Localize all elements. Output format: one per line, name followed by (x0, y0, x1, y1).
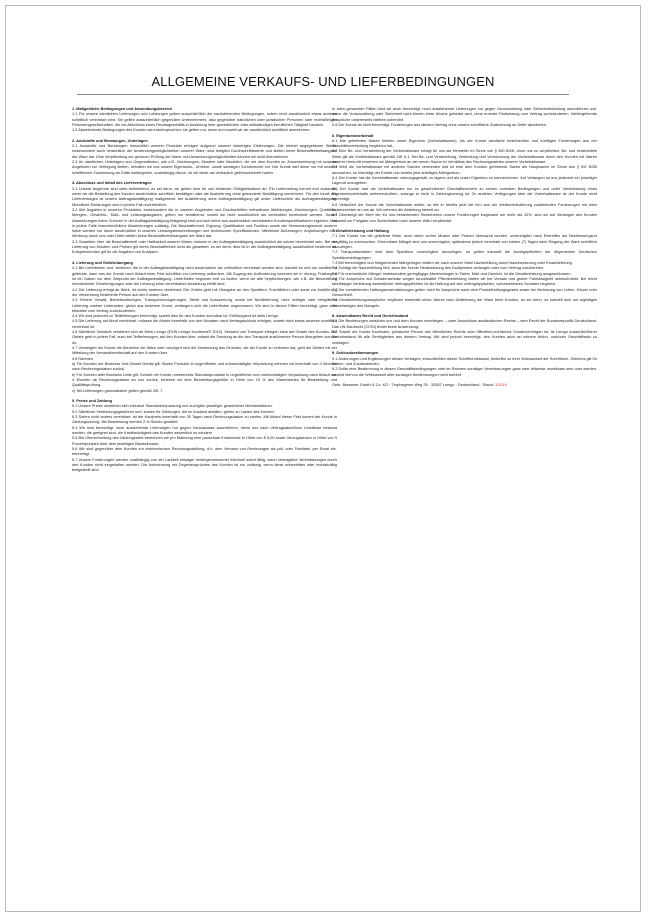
section-paragraph: 7.8 Gewährleistungsansprüche verjähren innerhalb eines Jahres nach Ablieferung der Ware beim Kunden, es sei denn, es handelt sich um arglistiges Verschweigen des Mangels. (332, 298, 597, 308)
section-paragraph: 3.2 Alle Angaben in unseren Produkten, insbesondere die in unseren Angeboten und Druckschriften enthaltenen Abbildungen, Zeichnungen, Qualitäts-, Mengen-, Gewichts-, Maß- und Leistungsangaben, gelten nur annähernd, soweit sie nicht ausdrücklich als verbindlich bezeichnet werden. Soweit Abweichungen keine Grenzen in der Auftragsbestätigung festgelegt sind und sich keine aus ausdrücklich vereinbarten Kundenspezifikationen ergeben, sind in jedem Falle branchenübliche Abweichungen zulässig. Die Beschaffenheit, Eignung, Qualifikation und Funktion sowie der Verwendungszweck unserer Ware werden nur durch ausdrücklich in unseren Leistungsbeschreibungen und technischen Spezifikationen, öffentliche Äußerungen, Anpreisungen oder Werbung durch uns oder Dritte stellen keine Beschaffenheitsangabe der Ware dar. (72, 207, 337, 239)
section-paragraph: 7.4 Schlägt die Nacherfüllung fehl, kann der Kunde Herabsetzung des Kaufpreises verlangen oder vom Vertrag zurücktreten. (332, 266, 545, 271)
right-column-sections (332, 107, 597, 378)
document-title: ALLGEMEINE VERKAUFS- UND LIEFERBEDINGUNGEN (151, 74, 495, 89)
section-paragraph: 5.7 Unsere Forderungen werden unabhängig von der Laufzeit etwaiger hereingenommener Wechsel sofort fällig, wenn vertragliche Vereinbarungen durch den Kunden nicht eingehalten werden. Die Aufrechnung mit Gegenansprüchen des Kunden ist nur zulässig, wenn diese unbestritten oder rechtskräftig festgestellt sind. (72, 457, 337, 473)
section-heading: 4. Lieferung und Gefahrübergang (72, 261, 133, 266)
section (72, 181, 337, 255)
section-paragraph: 9.2 Sollte eine Bestimmung in diesen Geschäftsbedingungen oder im Rahmen sonstiger Vereinbarungen ganz oder teilweise unwirksam sein oder werden, so wird hiervon die Wirksamkeit aller sonstigen Bestimmungen nicht berührt. (332, 367, 597, 377)
section-paragraph: 7.3 Bei berechtigten und fristgerechten Mängelrügen leisten wir nach unserer Wahl Nacherfüllung durch Nachbesserung oder Ersatzlieferung. (332, 261, 573, 266)
section-paragraph: 7.2 Transportschäden sind dem Spediteur unverzüglich anzuzeigen; es gelten insoweit die Anzeigepflichten der Allgemeinen Deutschen Spediteurbedingungen. (332, 250, 597, 260)
section-paragraph: 5.3 Sofern nicht anders vereinbart, ist der Kaufpreis innerhalb von 30 Tagen nach Rechnungsdatum zu zahlen. Mit Ablauf dieser Frist kommt der Kunde in Zahlungsverzug. Bei Bankeinzug werden 2 % Skonto gewährt: (72, 415, 337, 425)
section-paragraph: 2.1 Auskünfte und Beratungen hinsichtlich unserer Produkte erfolgen aufgrund unserer bisherigen Erfahrungen. Die hierbei angegebenen Werte, insbesondere auch hinsichtlich der Anwendungsmöglichkeiten unserer Ware, sind lediglich Durchschnittswerte und stellen keine Beschaffenheitsangabe der Ware dar. Eine Verpflichtung zur genauen Prüfung der Ware- und Anwendungsmöglichkeiten können wir nicht übernehmen. (72, 144, 337, 159)
section-paragraph: 6.2 Eine Be- und Verarbeitung der Vorbehaltsware erfolgt für uns als Hersteller im Sinne von § 950 BGB, ohne uns zu verpflichten. Be- und verarbeitete Ware gilt als Vorbehaltsware gemäß Ziff. 6.1. Bei Be- und Verarbeitung, Verbindung und Vermischung der Vorbehaltsware durch den Kunden mit Waren anderer Herkunft erwerben wir Miteigentum an der neuen Sache im Verhältnis des Rechnungswertes unserer Vorbehaltsware. (332, 149, 597, 165)
section-paragraph: 2.2 An sämtlichen Unterlagen und Gegenständen, wie z.B. Zeichnungen, Mustern oder Modellen, die wir dem Kunden im Zusammenhang mit unseren Angeboten zur Verfügung stellen, behalten wir uns unsere Eigentums-, Urheber- sowie sonstigen Schutzrechte vor. Der Kunde darf diese nur mit unserer schriftlichen Zustimmung an Dritte weitergeben, unabhängig davon, ob wir diese als vertraulich gekennzeichnet haben. (72, 160, 337, 175)
section-paragraph: 5.4 Wir sind berechtigt, noch ausstehende Lieferungen nur gegen Vorauskasse auszuführen, wenn uns nach Vertragsabschluss Umstände bekannt werden, die geeignet sind, die Kreditwürdigkeit des Kunden wesentlich zu mindern. (72, 425, 337, 435)
section-heading: 6. Eigentumsvorbehalt (332, 133, 374, 138)
section-paragraph: 6.5 Der Kunde darf die Vorbehaltsware nur im gewöhnlichen Geschäftsverkehr zu seinen normalen Bedingungen und unter Vereinbarung eines Eigentumsvorbehalts weiterveräußern, solange er nicht in Zahlungsverzug ist. Zu anderen Verfügungen über die Vorbehaltsware ist der Kunde nicht berechtigt. (332, 186, 597, 202)
section-heading: 5. Preise und Zahlung (72, 399, 112, 404)
section-paragraph: 5.8 Der Kunde ist nicht berechtigt, Forderungen aus diesem Vertrag ohne unsere schriftliche Zustimmung an Dritte abzutreten. (332, 122, 547, 127)
section-paragraph: 3.3 Garantien über die Beschaffenheit oder Haltbarkeit unserer Waren müssen in der Auftragsbestätigung ausdrücklich als solche bezeichnet sein. Bei der Lieferung von Mustern und Proben gilt deren Beschaffenheit nicht als garantiert, es sei denn, dies ist in der Auftragsbestätigung ausdrücklich bestimmt ist. Entsprechendes gilt für die Angaben von Analysen. (72, 239, 337, 255)
section-paragraph: 1.2 Abweichende Bedingungen des Kunden wird widersprochen; sie gelten nur, wenn und soweit wir sie ausdrücklich schriftlich anerkennen. (72, 128, 311, 133)
section-heading: 8. Anwendbares Recht und Gerichtsstand (332, 314, 409, 319)
section (72, 107, 337, 134)
section-heading: 2. Auskünfte und Beratungen, Unterlagen (72, 138, 148, 143)
section-paragraph: b) Für Kunden aller Business Units gilt: Schickt der Kunde unsererseits Standardprodukte in ungeöffneter und unbeschädigter Verpackung nach Ablauf von 4 Wochen ab Rechnungsdatum an uns zurück, erheben wir eine Bearbeitungsgebühr in Höhe von 15 % des Warenwertes für Bearbeitung und Qualitätsprüfung. (72, 372, 337, 388)
right-column (332, 107, 597, 388)
section-heading: 9. Schlussbestimmungen (332, 351, 379, 356)
section-paragraph: 5.5 Bei Überschreitung des Zahlungsziels berechnen wir pro Mahnung eine pauschale Kostennote in Höhe von € 5,00 sowie Verzugszinsen in Höhe von 9 Prozentpunkten über dem jeweiligen Basiszinssatz. (72, 436, 337, 446)
section-paragraph: 6.7 Übersteigt der Wert der für uns bestehenden Sicherheiten unsere Forderungen insgesamt um mehr als 10%, sind wir auf Verlangen des Kunden insoweit zur Freigabe von Sicherheiten nach unserer Wahl verpflichtet. (332, 213, 597, 223)
title-divider (77, 94, 569, 95)
section-paragraph: 1.1 Für unsere sämtlichen Lieferungen und Leistungen gelten ausschließlich die nachstehenden Bedingungen, sofern nicht ausdrücklich etwas anderes schriftlich vereinbart wird. Sie gelten ausschließlich gegenüber Unternehmern, also gegenüber natürlichen oder juristischen Personen oder rechtsfähigen Personengesellschaften, die bei Abschluss eines Rechtsgeschäfts in Ausübung ihrer gewerblichen oder selbständigen beruflichen Tätigkeit handeln. (72, 112, 337, 127)
section-paragraph: a) Für Kunden der Business Unit Kismet Dental gilt: Starke Produkte in ungeöffneter und unbeschädigter Verpackung nehmen wir innerhalb von 4 Wochen nach Rechnungsdatum zurück. (72, 361, 337, 372)
document-page (5, 5, 641, 912)
section-paragraph: 4.3 Höhere Gewalt, Betriebsstörungen, Transportverzögerungen, Streik und Aussperrung, sowie bei Nichtlieferung, nicht richtiger oder verspäteter Lieferung unserer Lieferanten, gleich aus welchem Grund, verlängern sich die Lieferfristen angemessen. Wir sind in diesen Fällen berechtigt, ganz oder teilweise vom Vertrag zurückzutreten. (72, 298, 337, 313)
footer-company: Gebr. Brasseler GmbH & Co. KG · Trophagener Weg 25 · 32657 Lemgo · Deutschland · Stand: (332, 383, 495, 388)
section-paragraph: 5.2 Sämtliche Verbindungsgebühren und -kosten für Zahlungen, die im Ausland anfallen, gehen zu Lasten des Kunden. (72, 409, 275, 414)
section-paragraph: 4.7 Verweigert der Kunde die Abnahme der Ware oder verzögert sich die Versendung aus Gründen, die der Kunde zu vertreten hat, geht die Gefahr mit der Mitteilung der Versandbereitschaft auf den Kunden über. (72, 346, 337, 356)
section-paragraph: 5.1 Unsere Preise verstehen sich inklusive Standardverpackung und zuzüglich jeweiliger gesetzlicher Mehrwertsteuer. (72, 404, 273, 409)
section-paragraph: 8.1 Die Beziehungen zwischen uns und dem Kunden unterliegen – unter Ausschluss ausländischen Rechts – dem Recht der Bundesrepublik Deutschland. Das UN-Kaufrecht (CISG) findet keine Anwendung. (332, 319, 597, 329)
footer-line (332, 383, 597, 388)
section-paragraph: 4.8 Rahmen (72, 356, 93, 361)
section (72, 139, 337, 176)
section-heading: 1. Maßgebliche Bedingungen und Anwendungsbereich (72, 107, 173, 111)
section-paragraph: 4.5 Die Lieferung auf Abruf vereinbart, müssen die Abrufe innerhalb von drei Monaten nach Vertragsschluss erfolgen, soweit nicht etwas anderes schriftlich vereinbart ist. (72, 319, 337, 329)
section (72, 261, 337, 394)
section-paragraph: 5.6 Wir sind gegenüber dem Kunden zur elektronischen Rechnungsstellung, d.h. dem Versand von Rechnungen als pdf- oder Textdatei, per Email etc. berechtigt. (72, 446, 337, 457)
section (332, 134, 597, 224)
section-paragraph: 7.6 Für Ansprüche auf Schadensersatz wegen schuldhafter Pflichtverletzung haften wir bei Vorsatz und grober Fahrlässigkeit unbeschränkt. Bei leicht fahrlässiger Verletzung wesentlicher Vertragspflichten ist die Haftung auf den vertragstypischen, vorhersehbaren Schaden begrenzt. (332, 276, 597, 287)
section-paragraph: 4.4 Wir sind jederzeit zu Teillieferungen berechtigt, soweit dies für den Kunden zumutbar ist. Erfüllungsort ist stets Lemgo. (72, 314, 279, 319)
section-paragraph: 7.5 Für unerhebliche Mängel, insbesondere geringfügige Abweichungen in Farbe, Maß und Gewicht, ist die Gewährleistung ausgeschlossen. (332, 271, 572, 276)
section-heading: 3. Abschluss und Inhalt des Liefervertrages (72, 181, 152, 186)
section-paragraph: 4.1 Bei Lieferfristen und -terminen, die in der Auftragsbestätigung nicht ausdrücklich als verbindlich vereinbart worden sind, handelt es sich um annähernd geltende, kann uns der Kunde nach Ablauf einer Frist schriftlich zur Lieferung auffordern. Mit Zugang der Aufforderung kommen wir in Verzug. Fristbeginn ist ein Datum vor dem Zeitpunkt der Auftragsbestätigung. Lieferfristen beginnen erst zu laufen, wenn wir alle Verpflichtungen, wie z.B. die Beschaffung erforderlicher Genehmigungen oder die Leistung einer vereinbarten Anzahlung erfüllt sind. (72, 266, 337, 287)
section-paragraph: 7.1 Der Kunde hat die gelieferte Ware, auch wenn vorher Muster oder Proben übersandt wurden, unverzüglich nach Eintreffen am Bestimmungsort sorgfältig zu untersuchen. Erkennbare Mängel sind uns unverzüglich, spätestens jedoch innerhalb von sieben (7) Tagen nach Eingang der Ware schriftlich anzuzeigen. (332, 234, 597, 250)
footer-date: 3/2016 (494, 383, 507, 388)
section-paragraph: 6.4 Der Kunde hat die Vorbehaltsware ordnungsgemäß zu lagern und als unser Eigentum zu kennzeichnen. Auf Verlangen ist uns jederzeit ein jeweiliger Lagerort anzugeben. (332, 176, 597, 186)
section-paragraph: 4.6 Sämtliche Verkäufe verstehen sich ab Werk Lemgo (EXW Lemgo Incoterms® 2010). Versand und Transport erfolgen stets auf Gefahr des Kunden. Die Gefahr geht in jedem Fall, auch bei Teillieferungen, auf den Kunden über, sobald die Sendung an die den Transport ausführende Person übergeben worden ist. (72, 330, 337, 345)
section-paragraph: 7.7 Die vorstehenden Haftungsbeschränkungen gelten nicht für Ansprüche nach dem Produkthaftungsgesetz sowie bei Verletzung von Leben, Körper oder Gesundheit. (332, 287, 597, 297)
section (72, 399, 337, 473)
section-heading: 7. Gewährleistung und Haftung (332, 229, 389, 234)
section-paragraph: 8.2 Soweit der Kunde Kaufmann, juristische Person des öffentlichen Rechts oder öffentlich-rechtliches Sondervermögen ist, ist Lemgo ausschließlicher Gerichtsstand für alle Streitigkeiten aus diesem Vertrag. Wir sind jedoch berechtigt, den Kunden auch an seinem Wohn- und/oder Geschäftssitz zu verklagen. (332, 330, 597, 345)
section (332, 229, 597, 309)
section (332, 107, 597, 128)
section-paragraph: 9.1 Änderungen und Ergänzungen dieses Vertrages, einschließlich dieser Schriftformklausel, bedürfen zu ihrer Wirksamkeit der Schriftform. Gleiches gilt für Neben- und Zusatzabreden. (332, 356, 597, 366)
left-column (72, 107, 337, 479)
section (332, 314, 597, 346)
section (332, 351, 597, 378)
section-paragraph: 6.1 Alle gelieferten Waren bleiben unser Eigentum (Vorbehaltsware), bis der Kunde sämtliche bestehenden und künftigen Forderungen aus der Geschäftsverbindung beglichen hat. (332, 138, 597, 149)
section-paragraph: c) Teil-Lieferungen grundsätzlich gelten gemäß Ziff. 7. (72, 388, 164, 393)
section-paragraph: 4.2 Die Lieferung erfolgt ab Werk, ist nichts anderes vereinbart. Die Gefahr geht mit Übergabe an den Spediteur, Frachtführer oder sonst zur Ausführung der Versendung bestimmte Person auf den Kunden über. (72, 287, 337, 297)
section-paragraph: In allen genannten Fällen sind wir auch berechtigt, noch ausstehende Lieferungen nur gegen Vorauszahlung oder Sicherheitsleistung auszuführen und, wenn die Vorauszahlung oder Sicherheit nicht binnen einer Woche geleistet wird, ohne erneute Fristsetzung vom Vertrag zurückzutreten. Weitergehende Ansprüche unsererseits bleiben unberührt. (332, 107, 597, 122)
section-paragraph: 6.6 Veräußert der Kunde die Vorbehaltsware weiter, so tritt er bereits jetzt die ihm aus der Weiterveräußerung zustehenden Forderungen mit allen Nebenrechten an uns ab. Wir nehmen die Abtretung hiermit an. (332, 202, 597, 212)
section-paragraph: 6.3 Wird die Vorbehaltsware mit anderen Sachen verbunden und ist eine dem Kunden gehörende Sache als Hauptsache im Sinne des § 947 BGB anzusehen, so überträgt der Kunde uns bereits jetzt anteiliges Miteigentum. (332, 165, 597, 175)
section-paragraph: 3.1 Unsere Angebote sind stets freibleibend, es sei denn, wir geben eine für uns bindende Gültigkeitsdauer an. Ein Liefervertrag kommt erst zustande, wenn wir die Bestellung des Kunden ausdrücklich schriftlich bestätigen oder die Auslieferung ohne gesonderte Bestätigung vornehmen. Für den Inhalt des Liefervertrages ist unsere Auftragsbestätigung maßgebend, bei Auslieferung ohne Auftragsbestätigung gilt unser Lieferschein als Auftragsbestätigung. Mündliche Erklärungen sind in jedem Fall unverbindlich. (72, 186, 337, 207)
